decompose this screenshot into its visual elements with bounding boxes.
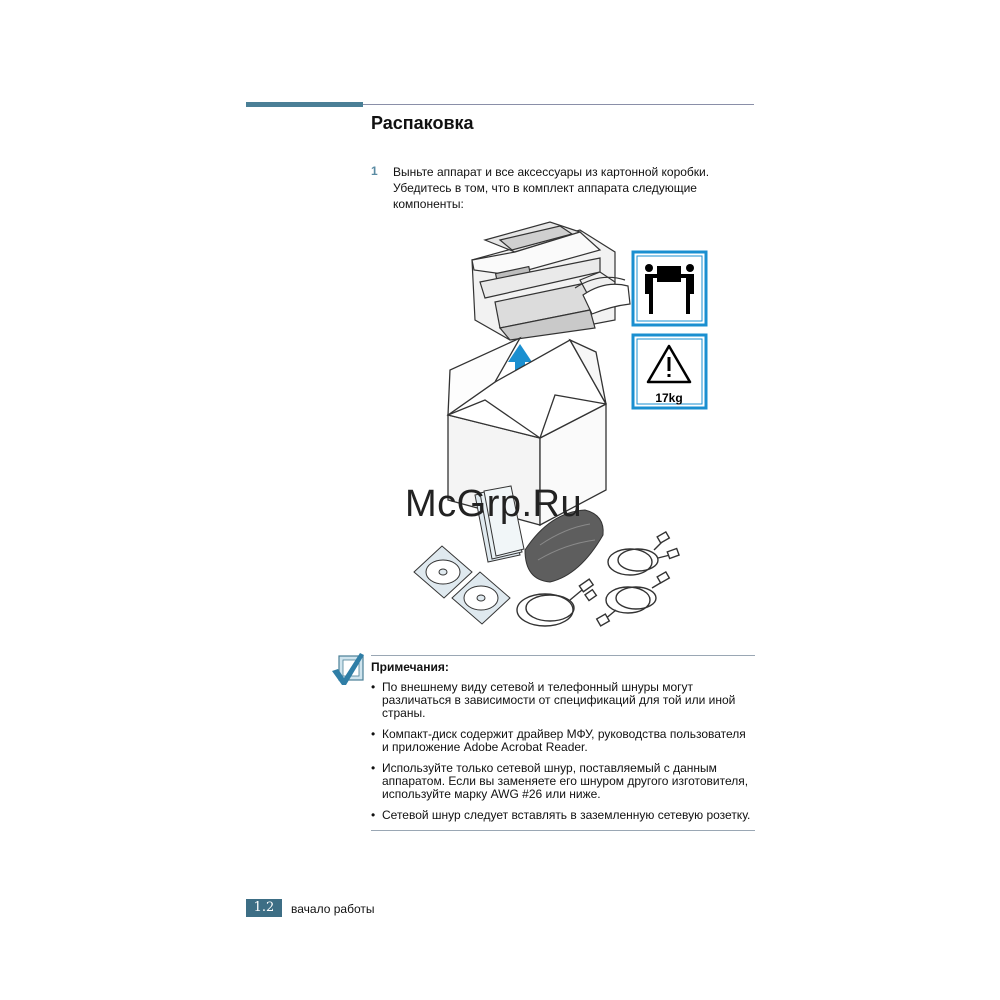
usb-cable-illustration <box>517 579 596 626</box>
notes-rule-top <box>371 655 755 656</box>
notes-rule-bottom <box>371 830 755 831</box>
telephone-cord-illustration <box>608 532 679 575</box>
note-item: • По внешнему виду сетевой и телефонный шнуры могут различаться в зависимости от спецификаций для той или иной страны. <box>371 681 755 720</box>
step-number: 1 <box>371 164 378 178</box>
notes-list <box>371 681 755 830</box>
power-cord-illustration <box>597 572 670 626</box>
page-number-badge: 1.2 <box>246 899 282 917</box>
chapter-title: вачало работы <box>291 902 375 916</box>
weight-label: 17kg <box>655 391 683 405</box>
notes-title: Примечания: <box>371 660 449 674</box>
step-text: Выньте аппарат и все аксессуары из картонной коробки. Убедитесь в том, что в комплект аппарата следующие компоненты: <box>393 165 710 211</box>
note-item: • Сетевой шнур следует вставлять в заземленную сетевую розетку. <box>371 809 755 822</box>
two-person-lift-icon <box>633 252 706 325</box>
watermark: McGrp.Ru <box>405 483 583 525</box>
printer-illustration <box>472 222 628 340</box>
note-item: • Используйте только сетевой шнур, поставляемый с данным аппаратом. Если вы заменяете его шнуром другого изготовителя, используйте марку AWG #26 или ниже. <box>371 762 755 801</box>
header-rule <box>363 104 754 105</box>
section-title: Распаковка <box>371 113 474 133</box>
note-checkmark-icon <box>330 651 366 687</box>
warning-triangle-icon <box>633 335 706 408</box>
unpacking-illustration <box>400 210 730 640</box>
header-rule-accent <box>246 102 363 107</box>
note-item: • Компакт-диск содержит драйвер МФУ, руководства пользователя и приложение Adobe Acrobat Reader. <box>371 728 755 754</box>
